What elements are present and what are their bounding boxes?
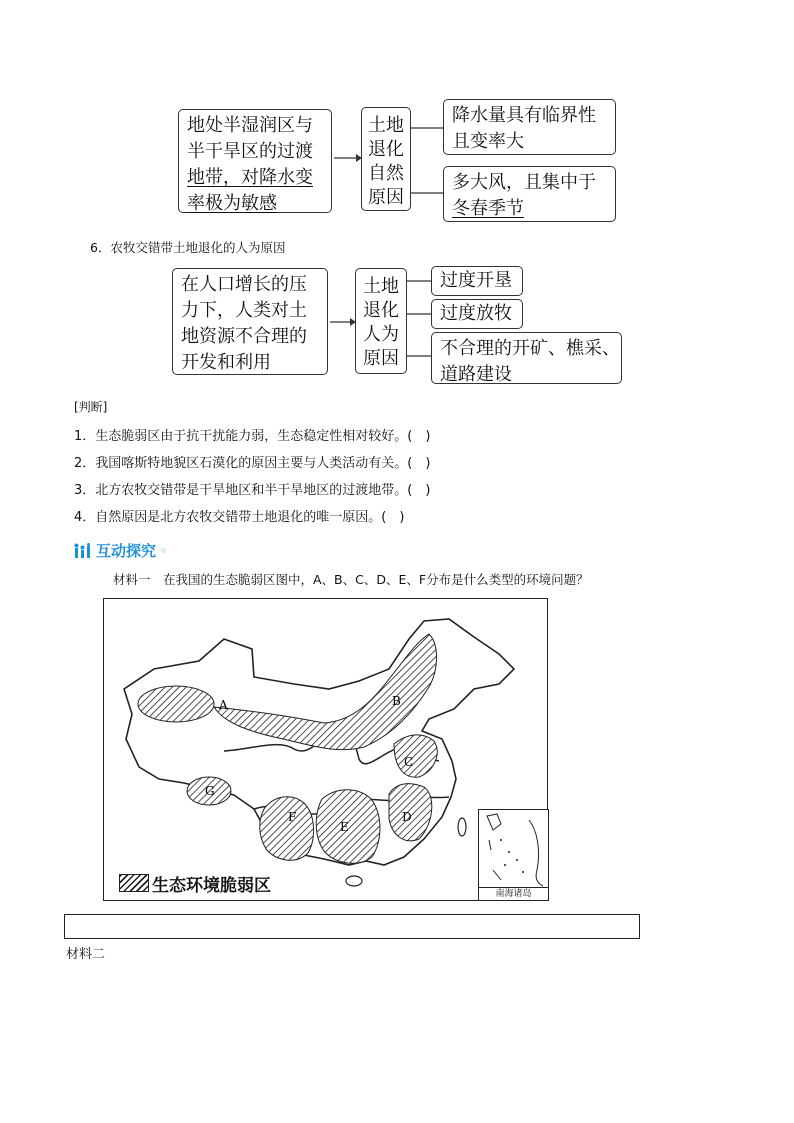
effect-text: 过度放牧 <box>440 303 512 324</box>
inset-label: 南海诸岛 <box>479 887 548 900</box>
arrow-icon <box>328 314 356 330</box>
center-text: 退化 <box>363 300 399 321</box>
section-title: 互动探究 <box>96 542 157 560</box>
cause-line-text: 率极为敏感 <box>187 193 277 214</box>
material-one-question: 材料一 在我国的生态脆弱区图中，A、B、C、D、E、F分布是什么类型的环境问题？ <box>113 572 589 587</box>
effect-box-precipitation <box>443 99 616 155</box>
judge-item: 1．生态脆弱区由于抗干扰能力弱，生态稳定性相对较好。( ) <box>74 429 431 444</box>
section-heading-6: 6．农牧交错带土地退化的人为原因 <box>90 240 286 255</box>
region-label-f: F <box>288 810 297 824</box>
legend-label: 生态环境脆弱区 <box>152 876 271 896</box>
effect-box-over-grazing <box>431 299 523 329</box>
region-c <box>394 735 437 777</box>
region-label-g: G <box>205 784 215 798</box>
material-two-label: 材料二 <box>66 947 106 962</box>
natural-reason-center-box <box>361 107 411 211</box>
effect-box-mining <box>431 332 622 384</box>
region-a <box>138 686 214 722</box>
human-cause-box <box>172 268 328 375</box>
effect-line: 不合理的开矿、樵采、 <box>440 338 620 359</box>
center-text: 土地 <box>363 276 399 297</box>
effect-line: 且变率大 <box>452 131 524 152</box>
china-eco-fragile-map <box>103 598 548 901</box>
region-f <box>260 797 314 860</box>
center-text: 人为 <box>363 324 399 345</box>
cause-line <box>187 191 323 217</box>
effect-line: 冬春季节 <box>452 198 524 219</box>
taiwan-island <box>458 818 466 836</box>
region-label-a: A <box>219 698 228 712</box>
people-icon <box>74 543 92 559</box>
center-text: 原因 <box>368 187 404 208</box>
center-text: 自然 <box>368 163 404 184</box>
cause-line: 开发和利用 <box>181 352 271 373</box>
region-label-c: C <box>404 755 414 769</box>
empty-answer-box <box>64 914 640 939</box>
region-label-e: E <box>340 820 349 834</box>
south-china-sea-inset <box>478 809 549 901</box>
cause-line <box>187 165 323 191</box>
arrow-icon <box>332 150 362 166</box>
judge-item: 3．北方农牧交错带是干旱地区和半干旱地区的过渡地带。( ) <box>74 483 431 498</box>
cause-line: 半干旱区的过渡 <box>187 141 313 162</box>
effect-line: 降水量具有临界性 <box>452 105 596 126</box>
inset-drawing <box>479 810 548 888</box>
legend-hatch-swatch <box>119 874 149 892</box>
cause-line: 地处半湿润区与 <box>187 115 313 136</box>
effect-box-over-cultivation <box>431 266 523 296</box>
effect-line: 多大风，且集中于 <box>452 172 596 193</box>
effect-line: 道路建设 <box>440 364 512 385</box>
judge-item: 2．我国喀斯特地貌区石漠化的原因主要与人类活动有关。( ) <box>74 456 431 471</box>
effect-box-wind <box>443 166 616 222</box>
center-text: 土地 <box>368 115 404 136</box>
region-label-b: B <box>392 694 401 708</box>
connector-lines <box>411 110 446 210</box>
title-dot-icon: ◦ <box>160 543 168 558</box>
region-b <box>214 634 437 750</box>
effect-text: 过度开垦 <box>440 270 512 291</box>
judge-label: [判断] <box>74 400 108 414</box>
center-text: 原因 <box>363 348 399 369</box>
section-header <box>74 540 167 561</box>
judge-item: 4．自然原因是北方农牧交错带土地退化的唯一原因。( ) <box>74 510 405 525</box>
natural-cause-box <box>178 109 332 213</box>
cause-line: 在人口增长的压 <box>181 274 307 295</box>
hainan-island <box>346 876 362 886</box>
cause-line: 地资源不合理的 <box>181 326 307 347</box>
cause-line: 力下，人类对土 <box>181 300 307 321</box>
region-label-d: D <box>402 810 412 824</box>
center-text: 退化 <box>368 139 404 160</box>
cause-line-text: 地带，对降水变 <box>187 167 313 188</box>
human-reason-center-box <box>355 268 407 374</box>
